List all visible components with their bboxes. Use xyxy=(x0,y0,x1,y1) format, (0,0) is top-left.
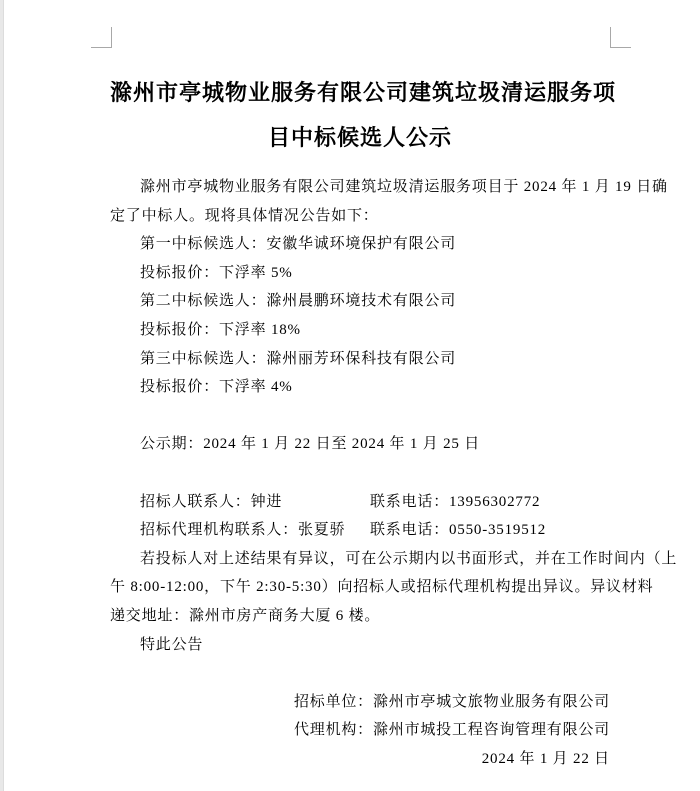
objection-line-2 xyxy=(110,573,654,602)
doc-line-text: 第一中标候选人：安徽华诚环境保护有限公司 xyxy=(140,236,457,253)
doc-line-text-col2: 联系电话：13956302772 xyxy=(370,493,541,510)
doc-line-text: 若投标人对上述结果有异议，可在公示期内以书面形式，并在工作时间内（上 xyxy=(140,550,678,567)
doc-line-text: 公示期：2024 年 1 月 22 日至 2024 年 1 月 25 日 xyxy=(140,436,481,453)
doc-line-text: 投标报价：下浮率 5% xyxy=(140,264,293,281)
document-content xyxy=(110,70,678,773)
announce-date xyxy=(110,745,610,774)
blank-line xyxy=(110,459,610,488)
bid-price-3 xyxy=(110,373,610,402)
doc-line-text: 定了中标人。现将具体情况公告如下： xyxy=(110,207,379,224)
closing-note xyxy=(110,631,610,660)
objection-line-1 xyxy=(110,545,678,574)
intro-line-2 xyxy=(110,202,610,231)
doc-line-text: 2024 年 1 月 22 日 xyxy=(481,750,610,767)
doc-line-text: 递交地址：滁州市房产商务大厦 6 楼。 xyxy=(110,607,381,624)
document-body xyxy=(110,173,678,773)
doc-line-text: 代理机构：滁州市城投工程咨询管理有限公司 xyxy=(293,722,610,739)
candidate-1 xyxy=(110,230,610,259)
title-line-2: 目中标候选人公示 xyxy=(267,125,452,150)
doc-line-text: 第二中标候选人：滁州晨鹏环境技术有限公司 xyxy=(140,293,457,310)
doc-line-text: 特此公告 xyxy=(140,636,204,653)
doc-line-text: 招标代理机构联系人：张夏骄 xyxy=(140,522,346,539)
page-edge-strip xyxy=(0,0,4,791)
candidate-3 xyxy=(110,345,610,374)
document-title xyxy=(110,70,617,160)
publicity-period xyxy=(110,430,610,459)
blank-line xyxy=(110,659,610,688)
candidate-2 xyxy=(110,287,610,316)
doc-line-text-col2: 联系电话：0550-3519512 xyxy=(370,522,547,539)
crop-mark-top-right xyxy=(610,27,631,48)
tender-unit xyxy=(110,688,610,717)
crop-mark-top-left xyxy=(91,27,112,48)
agency-unit xyxy=(110,716,610,745)
bid-price-1 xyxy=(110,259,610,288)
doc-line-text: 滁州市亭城物业服务有限公司建筑垃圾清运服务项目于 2024 年 1 月 19 日确 xyxy=(140,179,668,195)
title-line-1: 滁州市亭城物业服务有限公司建筑垃圾清运服务项 xyxy=(110,80,617,105)
tenderer-contact xyxy=(110,488,610,517)
blank-line xyxy=(110,402,610,431)
intro-line-1 xyxy=(110,173,668,202)
doc-line-text: 午 8:00-12:00，下午 2:30-5:30）向招标人或招标代理机构提出异议。异议材料 xyxy=(110,579,654,596)
objection-line-3 xyxy=(110,602,610,631)
doc-line-text: 投标报价：下浮率 4% xyxy=(140,379,293,396)
doc-line-text: 投标报价：下浮率 18% xyxy=(140,321,301,338)
agency-contact xyxy=(110,516,610,545)
doc-line-text: 第三中标候选人：滁州丽芳环保科技有限公司 xyxy=(140,350,457,367)
bid-price-2 xyxy=(110,316,610,345)
doc-line-text: 招标单位：滁州市亭城文旅物业服务有限公司 xyxy=(293,693,610,710)
doc-line-text: 招标人联系人：钟进 xyxy=(140,493,283,510)
